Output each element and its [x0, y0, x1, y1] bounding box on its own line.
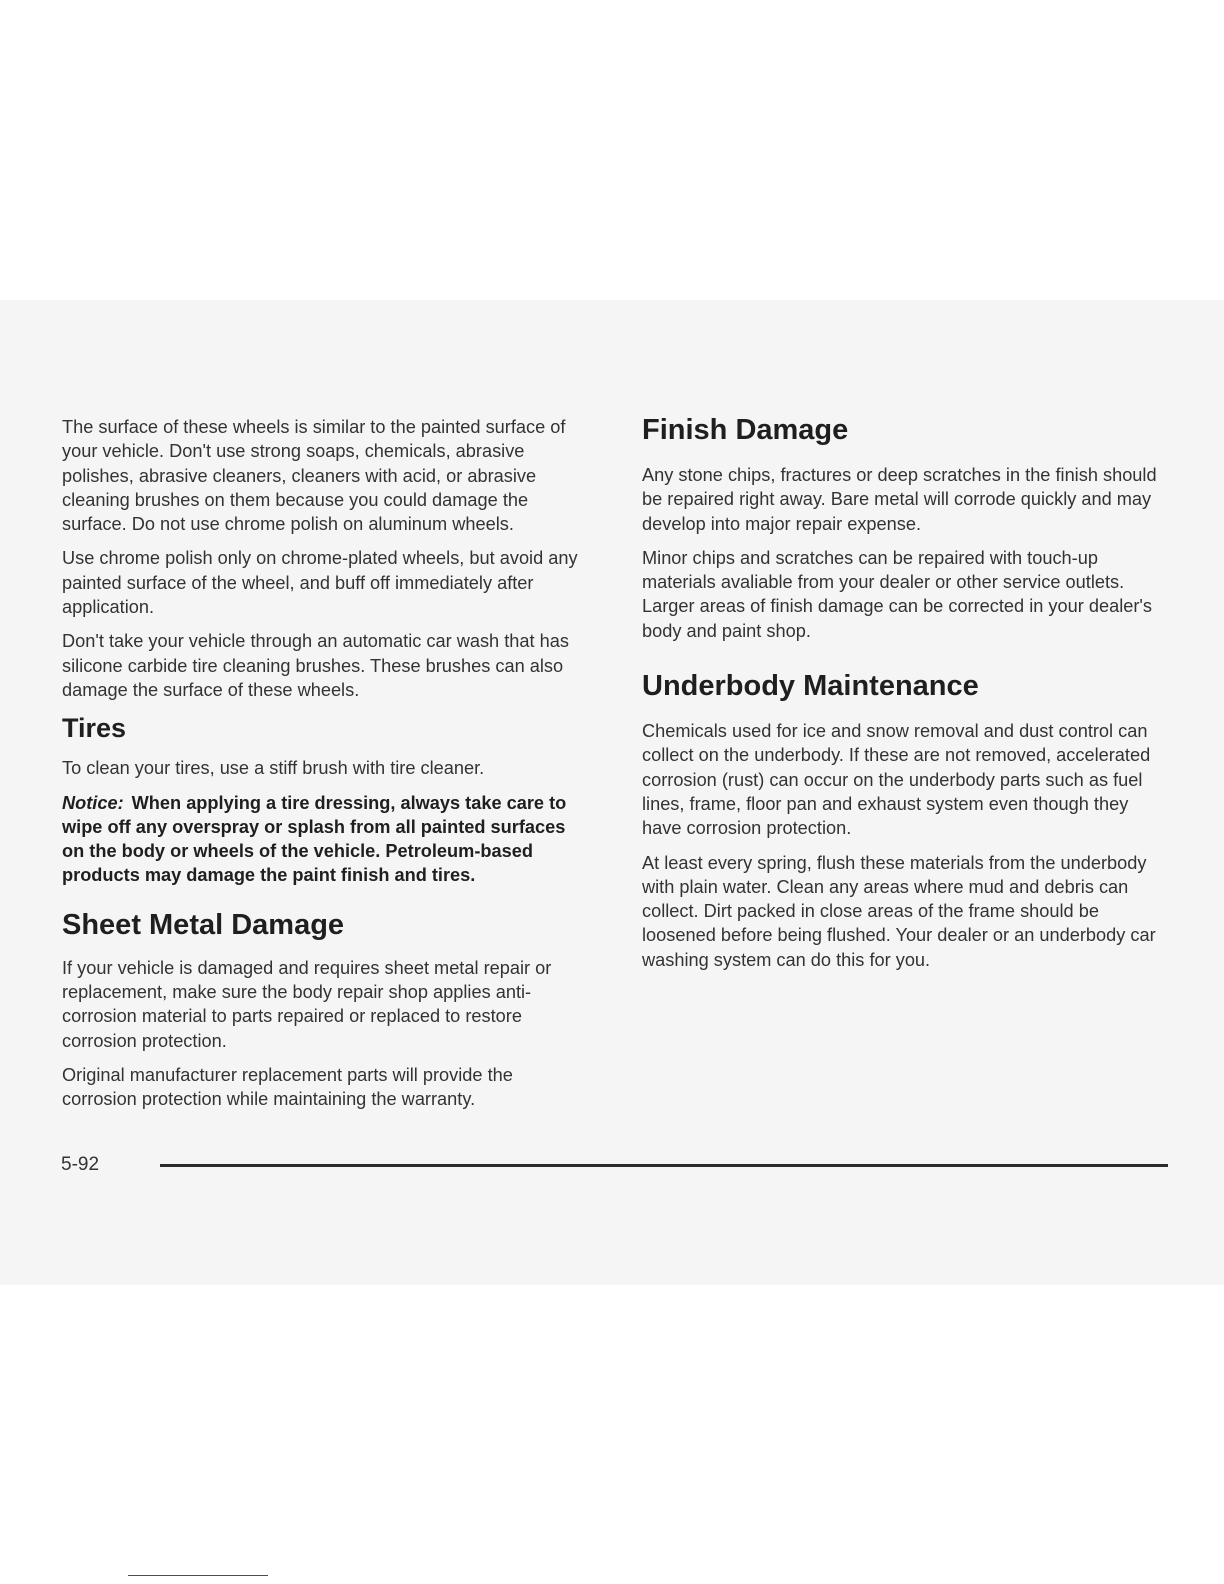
footer-divider [160, 1164, 1168, 1167]
sheet-metal-heading: Sheet Metal Damage [62, 908, 345, 941]
left-column [62, 415, 590, 1122]
sheet-metal-paragraph-2: Original manufacturer replacement parts will provide the corrosion protection while maintaining the warranty. [62, 1064, 513, 1110]
finish-paragraph-1: Any stone chips, fractures or deep scratches in the finish should be repaired right away. Bare metal will corrode quickly and may develop into major repair expense. [642, 465, 1157, 534]
tire-notice [62, 791, 590, 888]
wheels-paragraph-2: Use chrome polish only on chrome-plated wheels, but avoid any painted surface of the wheel, and buff off immediately after application. [62, 548, 578, 618]
wheels-paragraph-1: The surface of these wheels is similar to the painted surface of your vehicle. Don't use strong soaps, chemicals, abrasive polishes, abrasive cleaners, cleaners with acid, or abrasive cleaning brushes on them because you could damage the surface. Do not use chrome polish on aluminum wheels. [62, 417, 566, 535]
underbody-paragraph-2: At least every spring, flush these materials from the underbody with plain water. Clean any areas where mud and debris can collect. Dirt packed in close areas of the frame should be loosened before being flushed. Your dealer or an underbody car washing system can do this for you. [642, 852, 1156, 970]
sheet-metal-paragraph-1: If your vehicle is damaged and requires sheet metal repair or replacement, make sure the body repair shop applies anti-corrosion material to parts repaired or replaced to restore corrosion protection. [62, 957, 552, 1051]
notice-label: Notice: [62, 792, 124, 813]
underbody-paragraph-1: Chemicals used for ice and snow removal and dust control can collect on the underbody. If these are not removed, accelerated corrosion (rust) can occur on the underbody parts such as fuel lines, frame, floor pan and exhaust system even though they have corrosion protection. [642, 721, 1151, 839]
bottom-underline-divider [128, 1575, 268, 1576]
page-number: 5-92 [61, 1154, 100, 1175]
finish-damage-heading: Finish Damage [642, 414, 849, 446]
tires-heading: Tires [62, 713, 127, 744]
underbody-heading: Underbody Maintenance [642, 670, 979, 703]
wheels-paragraph-3: Don't take your vehicle through an automatic car wash that has silicone carbide tire cleaning brushes. These brushes can also damage the surface of these wheels. [62, 631, 569, 700]
tires-paragraph: To clean your tires, use a stiff brush with tire cleaner. [62, 758, 485, 779]
notice-text: When applying a tire dressing, always take care to wipe off any overspray or splash from all painted surfaces on the body or wheels of the vehicle. Petroleum-based products may damage the paint finish and tires. [62, 792, 567, 886]
right-column [642, 413, 1172, 982]
finish-paragraph-2: Minor chips and scratches can be repaired with touch-up materials avaliable from your dealer or other service outlets. Larger areas of finish damage can be corrected in your dealer's body and paint shop. [642, 547, 1152, 641]
